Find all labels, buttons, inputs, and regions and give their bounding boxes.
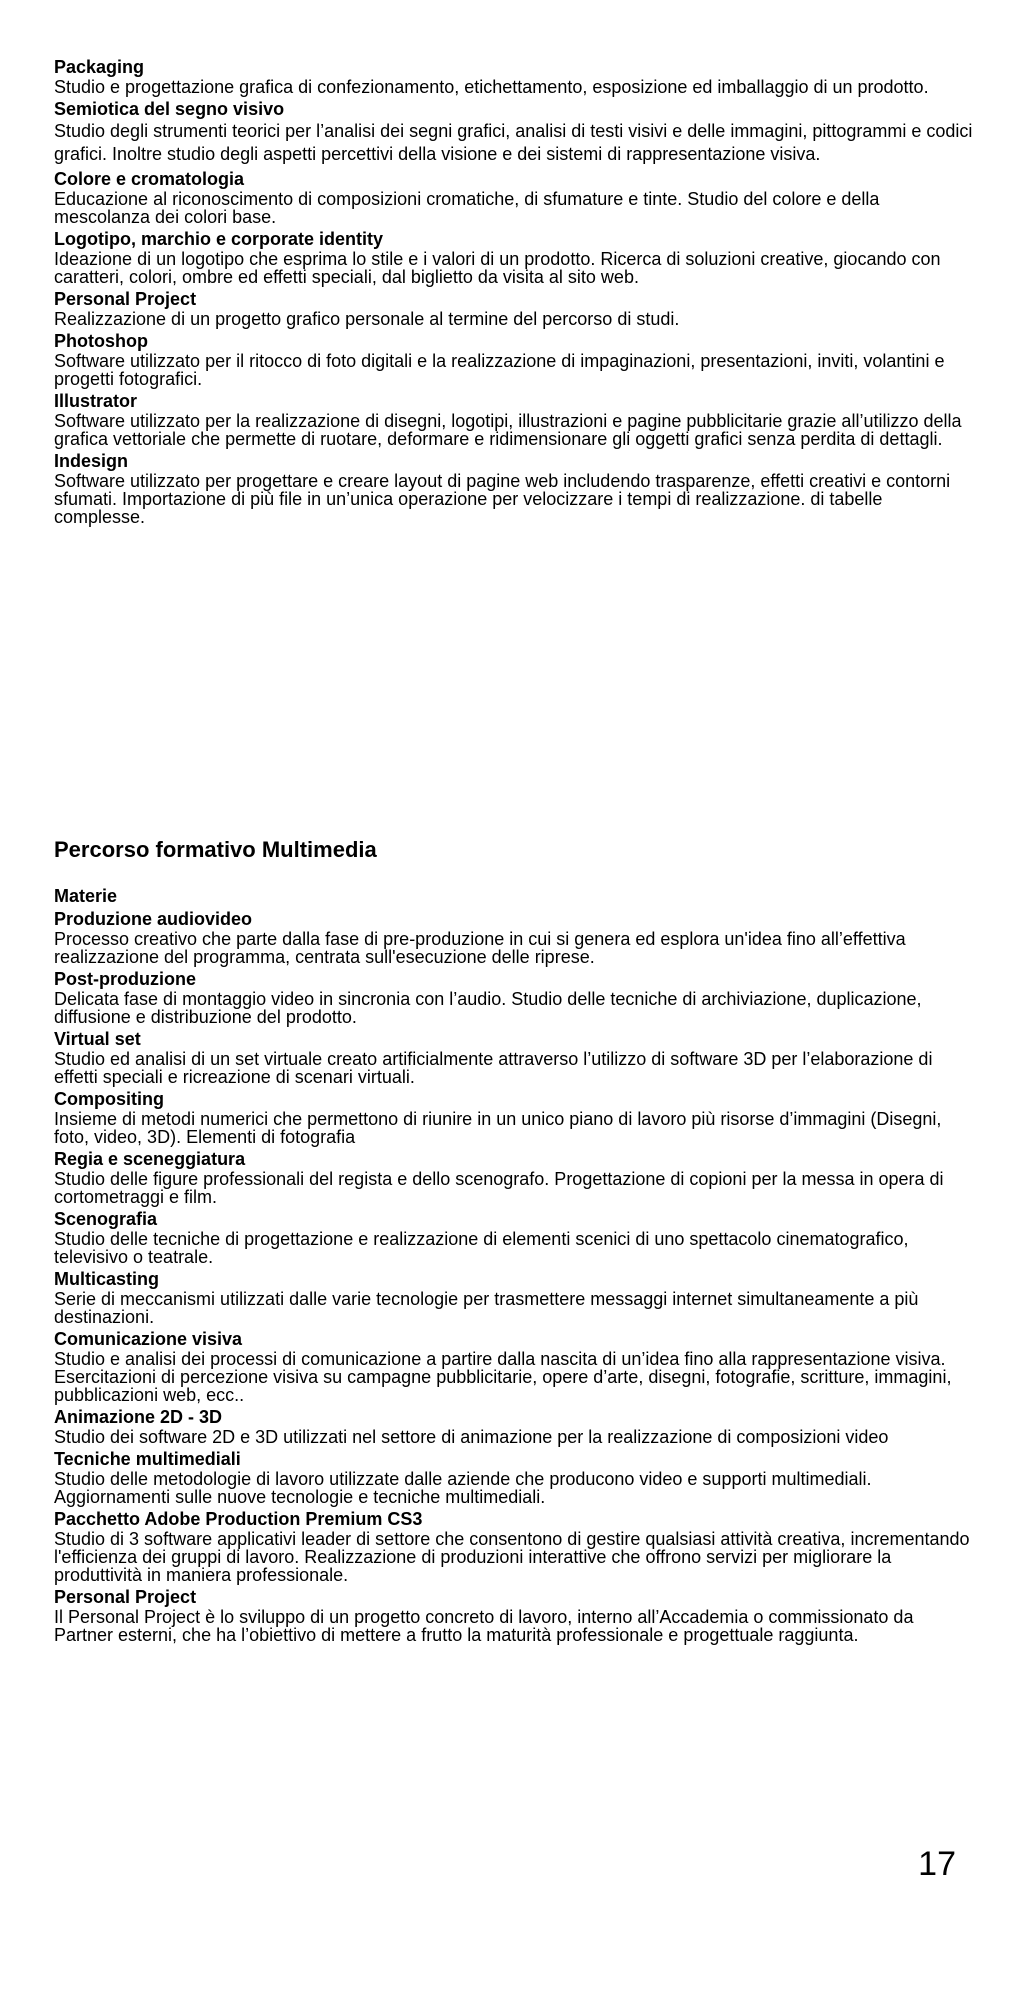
entry-title: Personal Project bbox=[54, 1587, 197, 1607]
entry-description: Delicata fase di montaggio video in sincronia con l’audio. Studio delle tecniche di archiviazione, duplicazione, diffusione e distribuzione del prodotto. bbox=[54, 989, 922, 1027]
entry-title: Tecniche multimediali bbox=[54, 1449, 241, 1469]
subjects-heading: Materie bbox=[54, 886, 118, 906]
entry-title: Regia e sceneggiatura bbox=[54, 1149, 246, 1169]
entry-title: Logotipo, marchio e corporate identity bbox=[54, 229, 384, 249]
entry-description: Serie di meccanismi utilizzati dalle varie tecnologie per trasmettere messaggi internet simultaneamente a più destinazioni. bbox=[54, 1289, 919, 1327]
page-number: 17 bbox=[918, 1845, 956, 1883]
entry-description: Studio ed analisi di un set virtuale creato artificialmente attraverso l’utilizzo di software 3D per l’elaborazione di effetti speciali e ricreazione di scenari virtuali. bbox=[54, 1049, 933, 1087]
entry-description: Software utilizzato per progettare e creare layout di pagine web includendo trasparenze, effetti creativi e contorni sfumati. Importazione di più file in un’unica operazione per velocizzare i tempi di realizzazione. di tabelle complesse. bbox=[54, 471, 951, 527]
entry-title: Pacchetto Adobe Production Premium CS3 bbox=[54, 1509, 423, 1529]
entry-description: Educazione al riconoscimento di composizioni cromatiche, di sfumature e tinte. Studio del colore e della mescolanza dei colori base. bbox=[54, 189, 880, 227]
entry-title: Illustrator bbox=[54, 391, 138, 411]
entry-description: Studio e progettazione grafica di confezionamento, etichettamento, esposizione ed imballaggio di un prodotto. bbox=[54, 77, 929, 97]
entry-description: Studio delle tecniche di progettazione e realizzazione di elementi scenici di uno spettacolo cinematografico, televisivo o teatrale. bbox=[54, 1229, 909, 1267]
entry-description: Ideazione di un logotipo che esprima lo stile e i valori di un prodotto. Ricerca di soluzioni creative, giocando con caratteri, colori, ombre ed effetti speciali, dal biglietto da visita al sito web. bbox=[54, 249, 941, 287]
entry-title: Animazione 2D - 3D bbox=[54, 1407, 223, 1427]
entry-title: Comunicazione visiva bbox=[54, 1329, 243, 1349]
entry-description: Processo creativo che parte dalla fase di pre-produzione in cui si genera ed esplora un'idea fino all’effettiva realizzazione del programma, centrata sull'esecuzione delle riprese. bbox=[54, 929, 906, 967]
entry-description: Il Personal Project è lo sviluppo di un progetto concreto di lavoro, interno all’Accademia o commissionato da Partner esterni, che ha l’obiettivo di mettere a frutto la maturità professionale e progettuale raggiunta. bbox=[54, 1607, 914, 1645]
entry-description: Realizzazione di un progetto grafico personale al termine del percorso di studi. bbox=[54, 309, 680, 329]
section-multimedia bbox=[54, 836, 976, 1646]
entry-title: Scenografia bbox=[54, 1209, 158, 1229]
entry-title: Colore e cromatologia bbox=[54, 169, 245, 189]
entry-description: Studio degli strumenti teorici per l’analisi dei segni grafici, analisi di testi visivi e delle immagini, pittogrammi e codici grafici. Inoltre studio degli aspetti percettivi della visione e dei sistemi di rappresentazione visiva. bbox=[54, 121, 973, 164]
entry-description: Studio di 3 software applicativi leader di settore che consentono di gestire qualsiasi attività creativa, incrementando l'efficienza dei gruppi di lavoro. Realizzazione di produzioni interattive che offrono servizi per migliorare la produttività in maniera professionale. bbox=[54, 1529, 970, 1585]
entry-title: Indesign bbox=[54, 451, 129, 471]
entry-title: Compositing bbox=[54, 1089, 164, 1109]
entry-title: Semiotica del segno visivo bbox=[54, 99, 285, 119]
entry-title: Virtual set bbox=[54, 1029, 141, 1049]
entry-description: Studio delle figure professionali del regista e dello scenografo. Progettazione di copioni per la messa in opera di cortometraggi e film. bbox=[54, 1169, 944, 1207]
entry-title: Produzione audiovideo bbox=[54, 909, 253, 929]
section-graphic-design bbox=[54, 56, 976, 528]
entry-description: Software utilizzato per la realizzazione di disegni, logotipi, illustrazioni e pagine pubblicitarie grazie all’utilizzo della grafica vettoriale che permette di ruotare, deformare e ridimensionare gli oggetti grafici senza perdita di dettagli. bbox=[54, 411, 962, 449]
entry-title: Post-produzione bbox=[54, 969, 196, 989]
entry-title: Multicasting bbox=[54, 1269, 160, 1289]
entry-description: Software utilizzato per il ritocco di foto digitali e la realizzazione di impaginazioni, presentazioni, inviti, volantini e progetti fotografici. bbox=[54, 351, 945, 389]
entry-description: Studio delle metodologie di lavoro utilizzate dalle aziende che producono video e supporti multimediali. Aggiornamenti sulle nuove tecnologie e tecniche multimediali. bbox=[54, 1469, 872, 1507]
entry-title: Photoshop bbox=[54, 331, 148, 351]
entry-title: Packaging bbox=[54, 57, 145, 77]
section-title: Percorso formativo Multimedia bbox=[54, 837, 377, 862]
entry-description: Insieme di metodi numerici che permettono di riunire in un unico piano di lavoro più risorse d’immagini (Disegni, foto, video, 3D). Elementi di fotografia bbox=[54, 1109, 942, 1147]
entry-title: Personal Project bbox=[54, 289, 197, 309]
entry-description: Studio dei software 2D e 3D utilizzati nel settore di animazione per la realizzazione di composizioni video bbox=[54, 1427, 889, 1447]
entry-description: Studio e analisi dei processi di comunicazione a partire dalla nascita di un’idea fino alla rappresentazione visiva. Esercitazioni di percezione visiva su campagne pubblicitarie, opere d’arte, disegni, fotografie, scritture, immagini, pubblicazioni web, ecc.. bbox=[54, 1349, 952, 1405]
